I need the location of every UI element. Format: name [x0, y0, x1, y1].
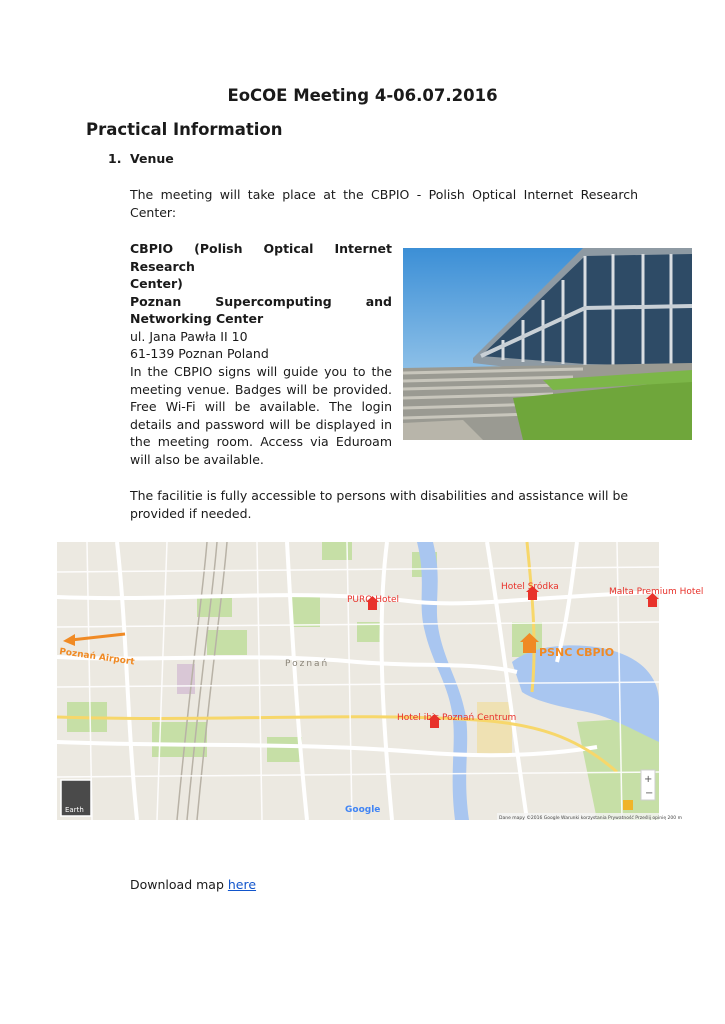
address-line-5: ul. Jana Pawła II 10	[130, 328, 248, 344]
pegman-icon[interactable]	[623, 800, 633, 810]
earth-label: Earth	[65, 806, 84, 814]
city-label: Poznań	[285, 659, 330, 669]
venue-number: 1.	[108, 151, 122, 166]
svg-text:+: +	[644, 774, 653, 785]
page-title: EoCOE Meeting 4-06.07.2016	[227, 86, 498, 105]
malta-hotel-label: Malta Premium Hotel	[609, 587, 704, 597]
accessibility-paragraph: The facilitie is fully accessible to persons with disabilities and assistance will be provided if needed.	[130, 488, 629, 521]
download-line	[130, 876, 256, 894]
download-map-link[interactable]: here	[227, 877, 257, 892]
address-line-6: 61-139 Poznan Poland	[130, 346, 269, 361]
venue-address	[130, 240, 392, 363]
svg-text:−: −	[645, 788, 654, 799]
map-attribution: Dane mapy ©2016 Google Warunki korzystania Prywatność Prześlij opinię 200 m	[499, 816, 682, 821]
venue-heading	[108, 151, 174, 166]
address-line-2: Center)	[130, 276, 183, 291]
section-heading: Practical Information	[86, 120, 283, 139]
intro-paragraph: The meeting will take place at the CBPIO - Polish Optical Internet Research Center:	[130, 187, 638, 220]
ibis-hotel-label: Hotel ibis Poznań Centrum	[397, 713, 517, 723]
address-line-4: Networking Center	[130, 311, 264, 326]
download-prefix: Download map	[130, 877, 224, 892]
airport-label: Poznań Airport	[58, 647, 136, 668]
venue-label: Venue	[130, 151, 174, 166]
psnc-label: PSNC CBPIO	[539, 646, 615, 659]
puro-hotel-label: PURO Hotel	[347, 595, 400, 605]
building-photo	[403, 248, 692, 440]
zoom-controls[interactable]	[641, 770, 655, 800]
sroka-hotel-label: Hotel Sródka	[501, 582, 559, 592]
city-map[interactable]	[57, 542, 704, 821]
signs-paragraph: In the CBPIO signs will guide you to the meeting venue. Badges will be provided. Free Wi-Fi will be available. The login details and password will be displayed in the meeting room. Access via Eduroam will also be available.	[130, 364, 392, 467]
google-logo: Google	[345, 805, 381, 815]
address-line-3: Poznan Supercomputing and	[130, 293, 392, 309]
address-line-1: CBPIO (Polish Optical Internet Research	[130, 241, 392, 274]
